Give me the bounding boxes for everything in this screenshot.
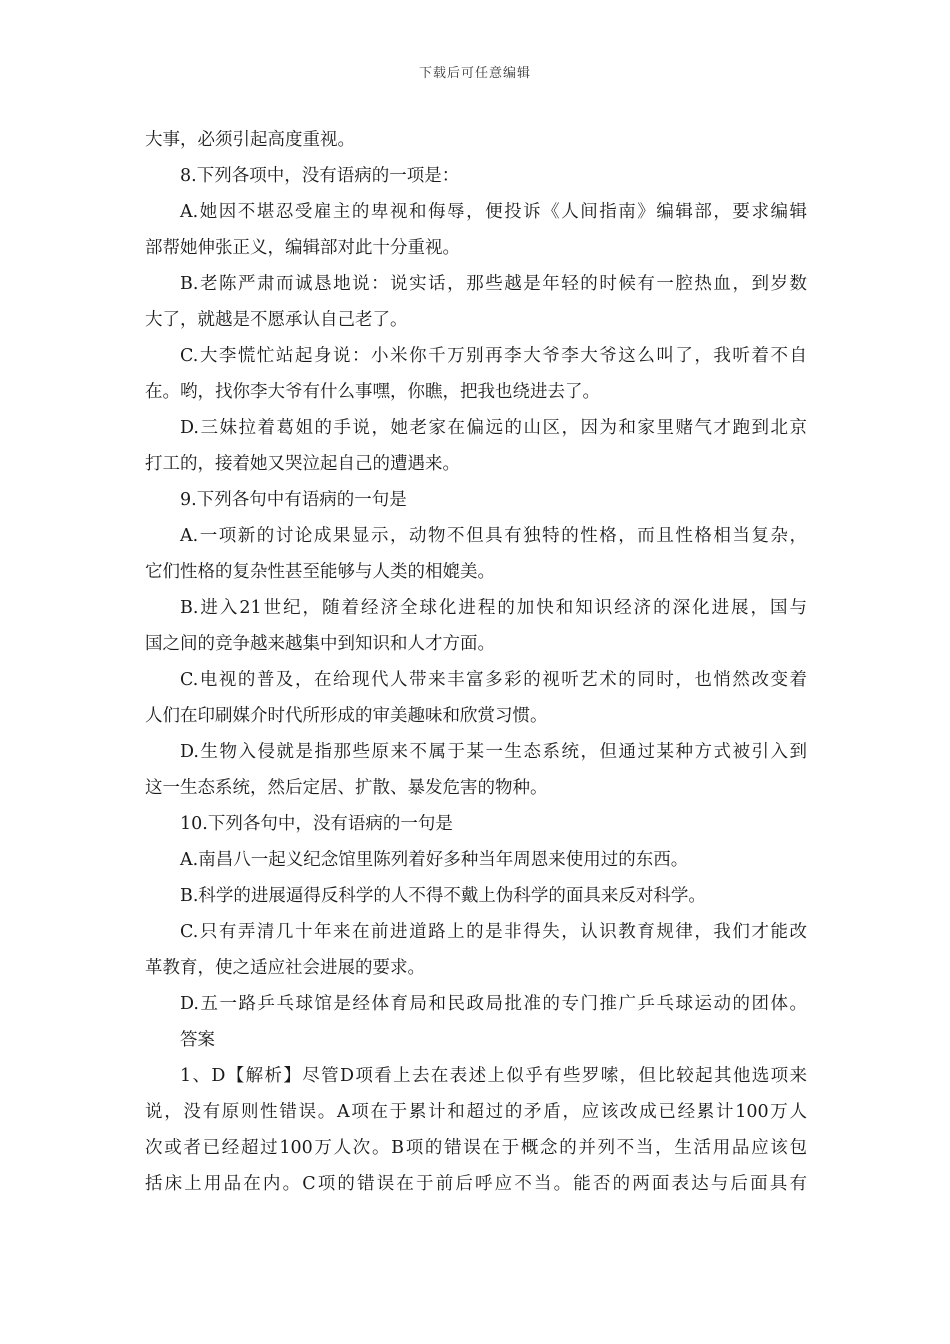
text-line: A.南昌八一起义纪念馆里陈列着好多种当年周恩来使用过的东西。	[180, 850, 689, 870]
text-line: 人们在印刷媒介时代所形成的审美趣味和欣赏习惯。	[145, 706, 548, 726]
text-line: 在。哟，找你李大爷有什么事嘿，你瞧，把我也绕进去了。	[145, 382, 600, 402]
text-line: 大了，就越是不愿承认自己老了。	[145, 310, 408, 330]
text-line: 打工的，接着她又哭泣起自己的遭遇来。	[145, 454, 460, 474]
text-line: 部帮她伸张正义，编辑部对此十分重视。	[145, 238, 460, 258]
text-line: 说，没有原则性错误。A项在于累计和超过的矛盾，应该改成已经累计100万人	[145, 1102, 807, 1122]
text-line: 它们性格的复杂性甚至能够与人类的相媲美。	[145, 562, 495, 582]
text-line: 10.下列各句中，没有语病的一句是	[180, 814, 453, 834]
text-line: C.只有弄清几十年来在前进道路上的是非得失，认识教育规律，我们才能改	[180, 922, 807, 942]
text-line: 8.下列各项中，没有语病的一项是：	[180, 166, 460, 186]
document-body	[145, 122, 807, 1202]
text-line: B.进入21世纪，随着经济全球化进程的加快和知识经济的深化进展，国与	[180, 598, 807, 618]
text-line: B.老陈严肃而诚恳地说：说实话，那些越是年轻的时候有一腔热血，到岁数	[180, 274, 807, 294]
text-line: 国之间的竞争越来越集中到知识和人才方面。	[145, 634, 495, 654]
text-line: B.科学的进展逼得反科学的人不得不戴上伪科学的面具来反对科学。	[180, 886, 706, 906]
text-line: 答案	[180, 1030, 215, 1050]
text-line: D.三妹拉着葛姐的手说，她老家在偏远的山区，因为和家里赌气才跑到北京	[180, 418, 807, 438]
text-line: 这一生态系统，然后定居、扩散、暴发危害的物种。	[145, 778, 548, 798]
text-line: 次或者已经超过100万人次。B项的错误在于概念的并列不当，生活用品应该包	[145, 1138, 807, 1158]
text-line: C.电视的普及，在给现代人带来丰富多彩的视听艺术的同时，也悄然改变着	[180, 670, 807, 690]
text-line: 1、D【解析】尽管D项看上去在表述上似乎有些罗嗦，但比较起其他选项来	[180, 1066, 807, 1086]
text-line: A.她因不堪忍受雇主的卑视和侮辱，便投诉《人间指南》编辑部，要求编辑	[180, 202, 807, 222]
text-line: 括床上用品在内。C项的错误在于前后呼应不当。能否的两面表达与后面具有	[145, 1174, 807, 1194]
text-line: 大事，必须引起高度重视。	[145, 130, 355, 150]
text-line: 9.下列各句中有语病的一句是	[180, 490, 407, 510]
text-line: A.一项新的讨论成果显示，动物不但具有独特的性格，而且性格相当复杂，	[180, 526, 807, 546]
text-line: C.大李慌忙站起身说：小米你千万别再李大爷李大爷这么叫了，我听着不自	[180, 346, 807, 366]
text-line: D.五一路乒乓球馆是经体育局和民政局批准的专门推广乒乓球运动的团体。	[180, 994, 807, 1014]
text-line: 革教育，使之适应社会进展的要求。	[145, 958, 425, 978]
text-line: D.生物入侵就是指那些原来不属于某一生态系统，但通过某种方式被引入到	[180, 742, 807, 762]
page-header: 下载后可任意编辑	[418, 66, 531, 81]
